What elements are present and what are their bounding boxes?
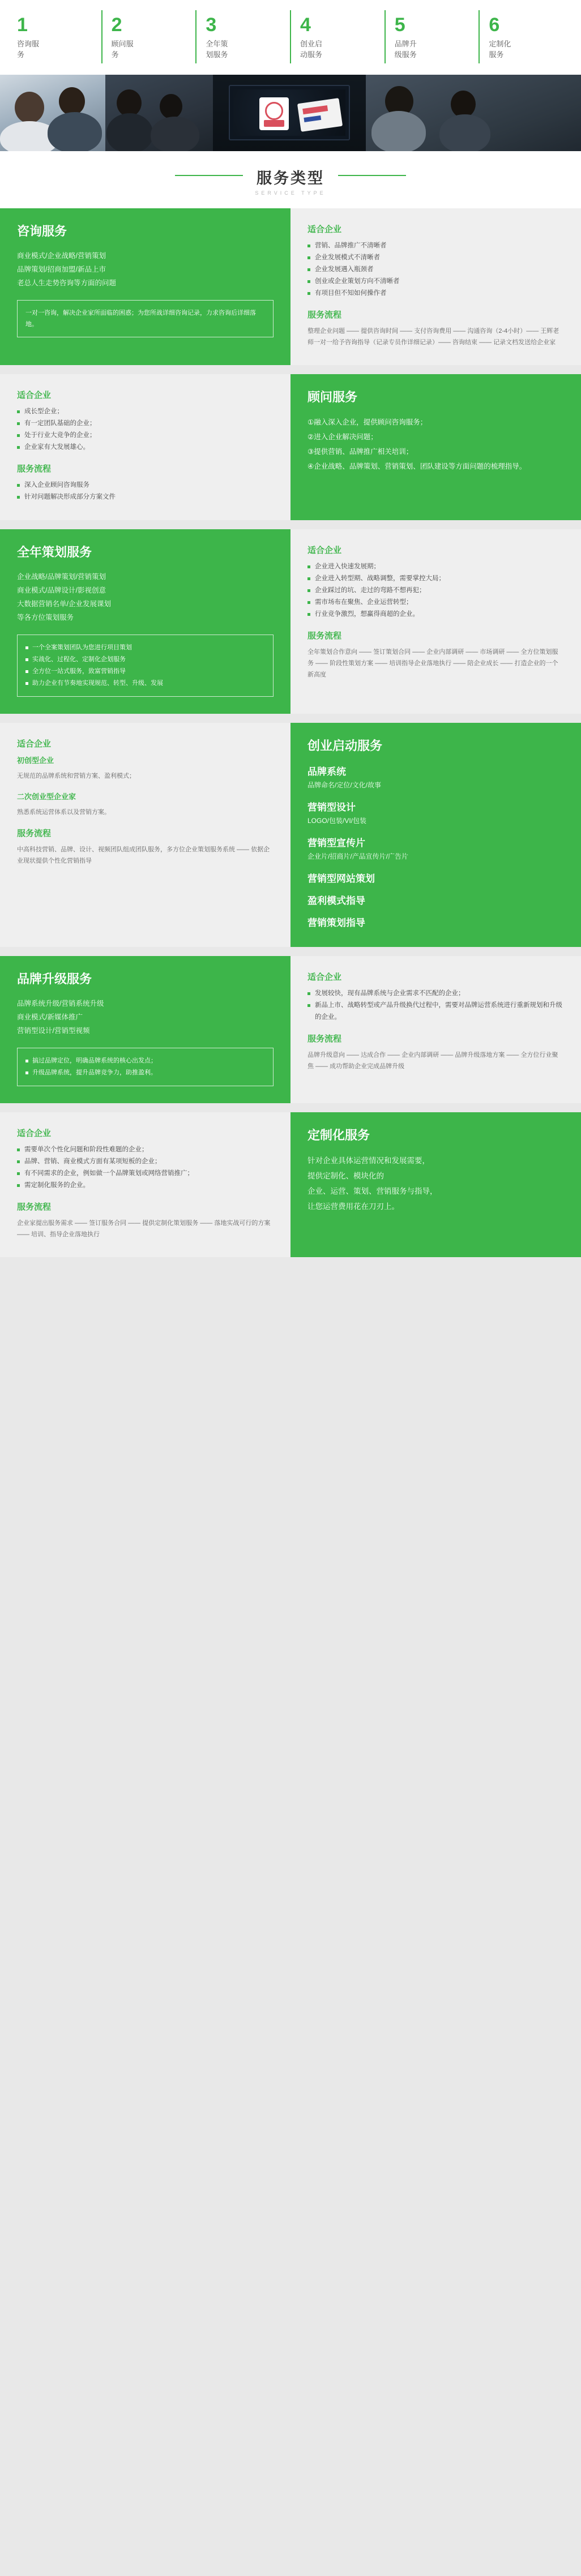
consulting-main (0, 208, 290, 365)
note-list (25, 642, 265, 689)
step-label: 品牌升级服务 (394, 40, 417, 59)
photo-pane-mid (105, 75, 213, 151)
list-item: 全方位一站式服务，致富营销指导 (25, 666, 265, 678)
group-head: 营销型网站策划 (307, 873, 375, 884)
group-sub: LOGO/包装/VI/包装 (307, 817, 367, 825)
page-title: 服务类型 (242, 166, 339, 188)
list-item: 一个全案策划团队为您进行项目策划 (25, 642, 265, 654)
service-lead-line: 企业战略/品牌策划/营销策划 (17, 573, 106, 581)
service-lead-line: 等各方位策划服务 (17, 614, 74, 622)
divider (0, 365, 581, 374)
hero-photo (0, 75, 581, 151)
group-head: 盈利模式指导 (307, 895, 365, 906)
fit-title: 适合企业 (307, 546, 342, 555)
flow-title: 服务流程 (17, 829, 52, 838)
step-label: 定制化服务 (489, 40, 511, 59)
service-block-annual (0, 529, 581, 714)
step-number: 4 (300, 14, 311, 36)
service-lead-line: 提供定制化、模块化的 (307, 1172, 384, 1180)
list-item: 搞过品牌定位，明确品牌系统的核心出发点； (25, 1055, 265, 1067)
group-head: 品牌系统 (307, 766, 346, 777)
group-head: 营销策划指导 (307, 918, 365, 928)
service-lead-line: 商业模式/新媒体推广 (17, 1013, 83, 1021)
list-item: 处于行业大竞争的企业； (17, 430, 274, 442)
list-item: 助力企业有节奏地实现规范、转型、升级、发展 (25, 678, 265, 689)
step-item[interactable] (101, 10, 196, 63)
service-lead-line: 企业、运营、策划、营销服务与指导， (307, 1187, 438, 1195)
step-number: 1 (17, 14, 28, 36)
service-title: 顾问服务 (307, 390, 358, 404)
list-item: 深入企业顾问咨询服务 (17, 479, 274, 491)
advisor-detail (0, 374, 290, 520)
group-sub: 品牌命名/定位/文化/故事 (307, 781, 382, 789)
fit-text: 无规范的品牌系统和营销方案、盈利模式； (17, 773, 135, 779)
step-item[interactable] (195, 10, 290, 63)
divider (0, 714, 581, 723)
flow-title: 服务流程 (17, 464, 52, 474)
photo-pane-left (0, 75, 105, 151)
step-label: 咨询服务 (17, 40, 40, 59)
fit-text: 熟悉系统运营体系以及营销方案。 (17, 809, 110, 816)
fit-list (307, 561, 564, 620)
step-number: 5 (394, 14, 405, 36)
list-item: 需要单次个性化问题和阶段性难题的企业； (17, 1144, 274, 1156)
list-item: 企业发展遇入瓶颈者 (307, 264, 564, 276)
list-item: 新品上市、战略转型或产品升级换代过程中，需要对品牌运营系统进行重新规划和升级的企业。 (307, 1000, 564, 1023)
service-lead-line: 品牌系统升级/营销系统升级 (17, 1000, 104, 1008)
page-root (0, 0, 581, 1257)
step-label: 全年策划服务 (206, 40, 228, 59)
fit-list (17, 406, 274, 453)
list-item: 成长型企业； (17, 406, 274, 418)
fit-title: 适合企业 (17, 1129, 52, 1138)
section-title-block (0, 151, 581, 208)
list-item: 营销、品牌推广不清晰者 (307, 240, 564, 252)
annual-detail (290, 529, 581, 714)
annual-main (0, 529, 290, 714)
photo-pane-screen (213, 75, 366, 151)
step-number: 3 (206, 14, 217, 36)
service-lead-line: 老总人生走势咨询等方面的问题 (17, 279, 117, 287)
photo-pane-right (366, 75, 581, 151)
list-item: 有项目但不知如何操作者 (307, 288, 564, 299)
service-title: 定制化服务 (307, 1128, 370, 1142)
service-lead-line: 商业模式/企业战略/营销策划 (17, 252, 106, 260)
flow-title: 服务流程 (307, 310, 342, 320)
fit-list (307, 240, 564, 299)
list-item: ③提供营销、品牌推广相关培训； (307, 448, 413, 456)
fit-title: 适合企业 (17, 739, 52, 749)
flow-text: 品牌升级意向 —— 达成合作 —— 企业内部调研 —— 品牌升级落地方案 —— 全方位行业聚焦 —— 成功帮助企业完成品牌升级 (307, 1052, 558, 1070)
list-item: 企业进入转型期、战略调整，需要掌控大局； (307, 573, 564, 585)
list-item: 需定制化服务的企业。 (17, 1180, 274, 1191)
list-item: 企业家有大发展雄心。 (17, 442, 274, 453)
flow-text: 整理企业问题 —— 提供咨询时间 —— 支付咨询费用 —— 沟通咨询（2-4小时）—— 王辉老师一对一给予咨询指导（记录专员作详细记录）—— 咨询结束 —— 记录文档发送给企业家 (307, 328, 559, 346)
service-block-advisor (0, 374, 581, 520)
list-item: 有不同需求的企业，例如做一个品牌策划或网络营销推广； (17, 1168, 274, 1180)
list-item: ④企业战略、品牌策划、营销策划、团队建设等方面问题的梳理指导。 (307, 462, 527, 470)
startup-detail (0, 723, 290, 947)
service-title: 品牌升级服务 (17, 972, 92, 986)
service-note (17, 635, 274, 697)
service-lead-line: 让您运营费用花在刀刃上。 (307, 1202, 399, 1211)
list-item: 升级品牌系统，提升品牌竞争力，助推盈利。 (25, 1067, 265, 1079)
flow-text: 中高科技营销、品牌、设计、视频团队组成团队服务，多方位企业策划服务系统 —— 依据企业现状提供个性化营销指导 (17, 846, 270, 864)
fit-title: 适合企业 (307, 225, 342, 234)
step-number: 6 (489, 14, 500, 36)
list-item: 企业进入快速发展期； (307, 561, 564, 573)
divider (0, 520, 581, 529)
list-item: 针对问题解决形成部分方案文件 (17, 491, 274, 503)
flow-list (17, 479, 274, 503)
flow-text: 全年策划合作意向 —— 签订策划合同 —— 企业内部调研 —— 市场调研 —— 全方位策划服务 —— 阶段性策划方案 —— 培训指导企业落地执行 —— 陪企业成长 —— 打造企业的一个新高度 (307, 649, 558, 678)
flow-title: 服务流程 (17, 1202, 52, 1212)
flow-text: 企业家提出服务需求 —— 签订服务合同 —— 提供定制化策划服务 —— 落地实战可行的方案 —— 培训、指导企业落地执行 (17, 1220, 271, 1238)
fit-subhead: 二次创业型企业家 (17, 792, 76, 801)
badge-graphic (259, 97, 289, 130)
step-item[interactable] (8, 10, 101, 63)
flow-title: 服务流程 (307, 1034, 342, 1044)
group-sub: 企业片/招商片/产品宣传片/广告片 (307, 852, 409, 860)
flow-title: 服务流程 (307, 631, 342, 641)
service-lead-line: 品牌策划/招商加盟/新品上市 (17, 265, 106, 273)
list-item: 实战化、过程化、定制化企划服务 (25, 654, 265, 666)
custom-detail (0, 1112, 290, 1257)
group-head: 营销型宣传片 (307, 838, 365, 848)
service-title: 全年策划服务 (17, 545, 92, 559)
fit-list (307, 988, 564, 1023)
consulting-detail (290, 208, 581, 365)
note-list (25, 1055, 265, 1079)
service-note: 一对一咨询，解决企业家所面临的困惑；为您所战详细咨询记录，力求咨询后详细落地。 (17, 300, 274, 337)
service-lead-line: 商业模式/品牌设计/影视创意 (17, 586, 106, 594)
service-title: 咨询服务 (17, 224, 67, 238)
advisor-items (307, 415, 564, 474)
service-note (17, 1048, 274, 1086)
step-item[interactable] (385, 10, 479, 63)
service-title: 创业启动服务 (307, 739, 383, 753)
step-number: 2 (111, 14, 122, 36)
fit-title: 适合企业 (17, 391, 52, 400)
service-lead-line: 针对企业具体运营情况和发展需要， (307, 1156, 430, 1165)
divider (0, 947, 581, 956)
service-lead-line: 营销型设计/营销型视频 (17, 1027, 90, 1035)
startup-main (290, 723, 581, 947)
fit-subhead: 初创型企业 (17, 756, 54, 765)
group-head: 营销型设计 (307, 802, 356, 813)
fit-list (17, 1144, 274, 1191)
upgrade-main (0, 956, 290, 1103)
service-block-startup (0, 723, 581, 947)
list-item: 需市场布在聚焦、企业运营转型； (307, 597, 564, 608)
upgrade-detail (290, 956, 581, 1103)
fit-title: 适合企业 (307, 972, 342, 982)
list-item: 发展较快，现有品牌系统与企业需求不匹配的企业； (307, 988, 564, 1000)
steps-bar (0, 0, 581, 75)
list-item: 企业踩过的坑、走过的弯路不想再犯； (307, 585, 564, 597)
list-item: ②进入企业解决问题； (307, 433, 378, 441)
list-item: 创业或企业策划方向不清晰者 (307, 276, 564, 288)
page-subtitle: SERVICE TYPE (255, 190, 326, 196)
service-block-custom (0, 1112, 581, 1257)
presentation-screen (229, 85, 350, 140)
advisor-main (290, 374, 581, 520)
list-item: 行业竞争激烈，想赢得商超的企业。 (307, 608, 564, 620)
step-item[interactable] (479, 10, 573, 63)
list-item: 企业发展模式不清晰者 (307, 252, 564, 264)
step-label: 顾问服务 (111, 40, 134, 59)
custom-main (290, 1112, 581, 1257)
step-label: 创业启动服务 (300, 40, 323, 59)
service-lead-line: 大数据营销名单/企业发展课划 (17, 600, 111, 608)
card-graphic (297, 98, 343, 132)
list-item: ①融入深入企业，提供顾问咨询服务； (307, 418, 428, 426)
divider (0, 1103, 581, 1112)
step-item[interactable] (290, 10, 385, 63)
list-item: 品牌、营销、商业模式方面有某项短板的企业； (17, 1156, 274, 1168)
list-item: 有一定团队基础的企业； (17, 418, 274, 430)
service-block-consulting (0, 208, 581, 365)
service-block-upgrade (0, 956, 581, 1103)
